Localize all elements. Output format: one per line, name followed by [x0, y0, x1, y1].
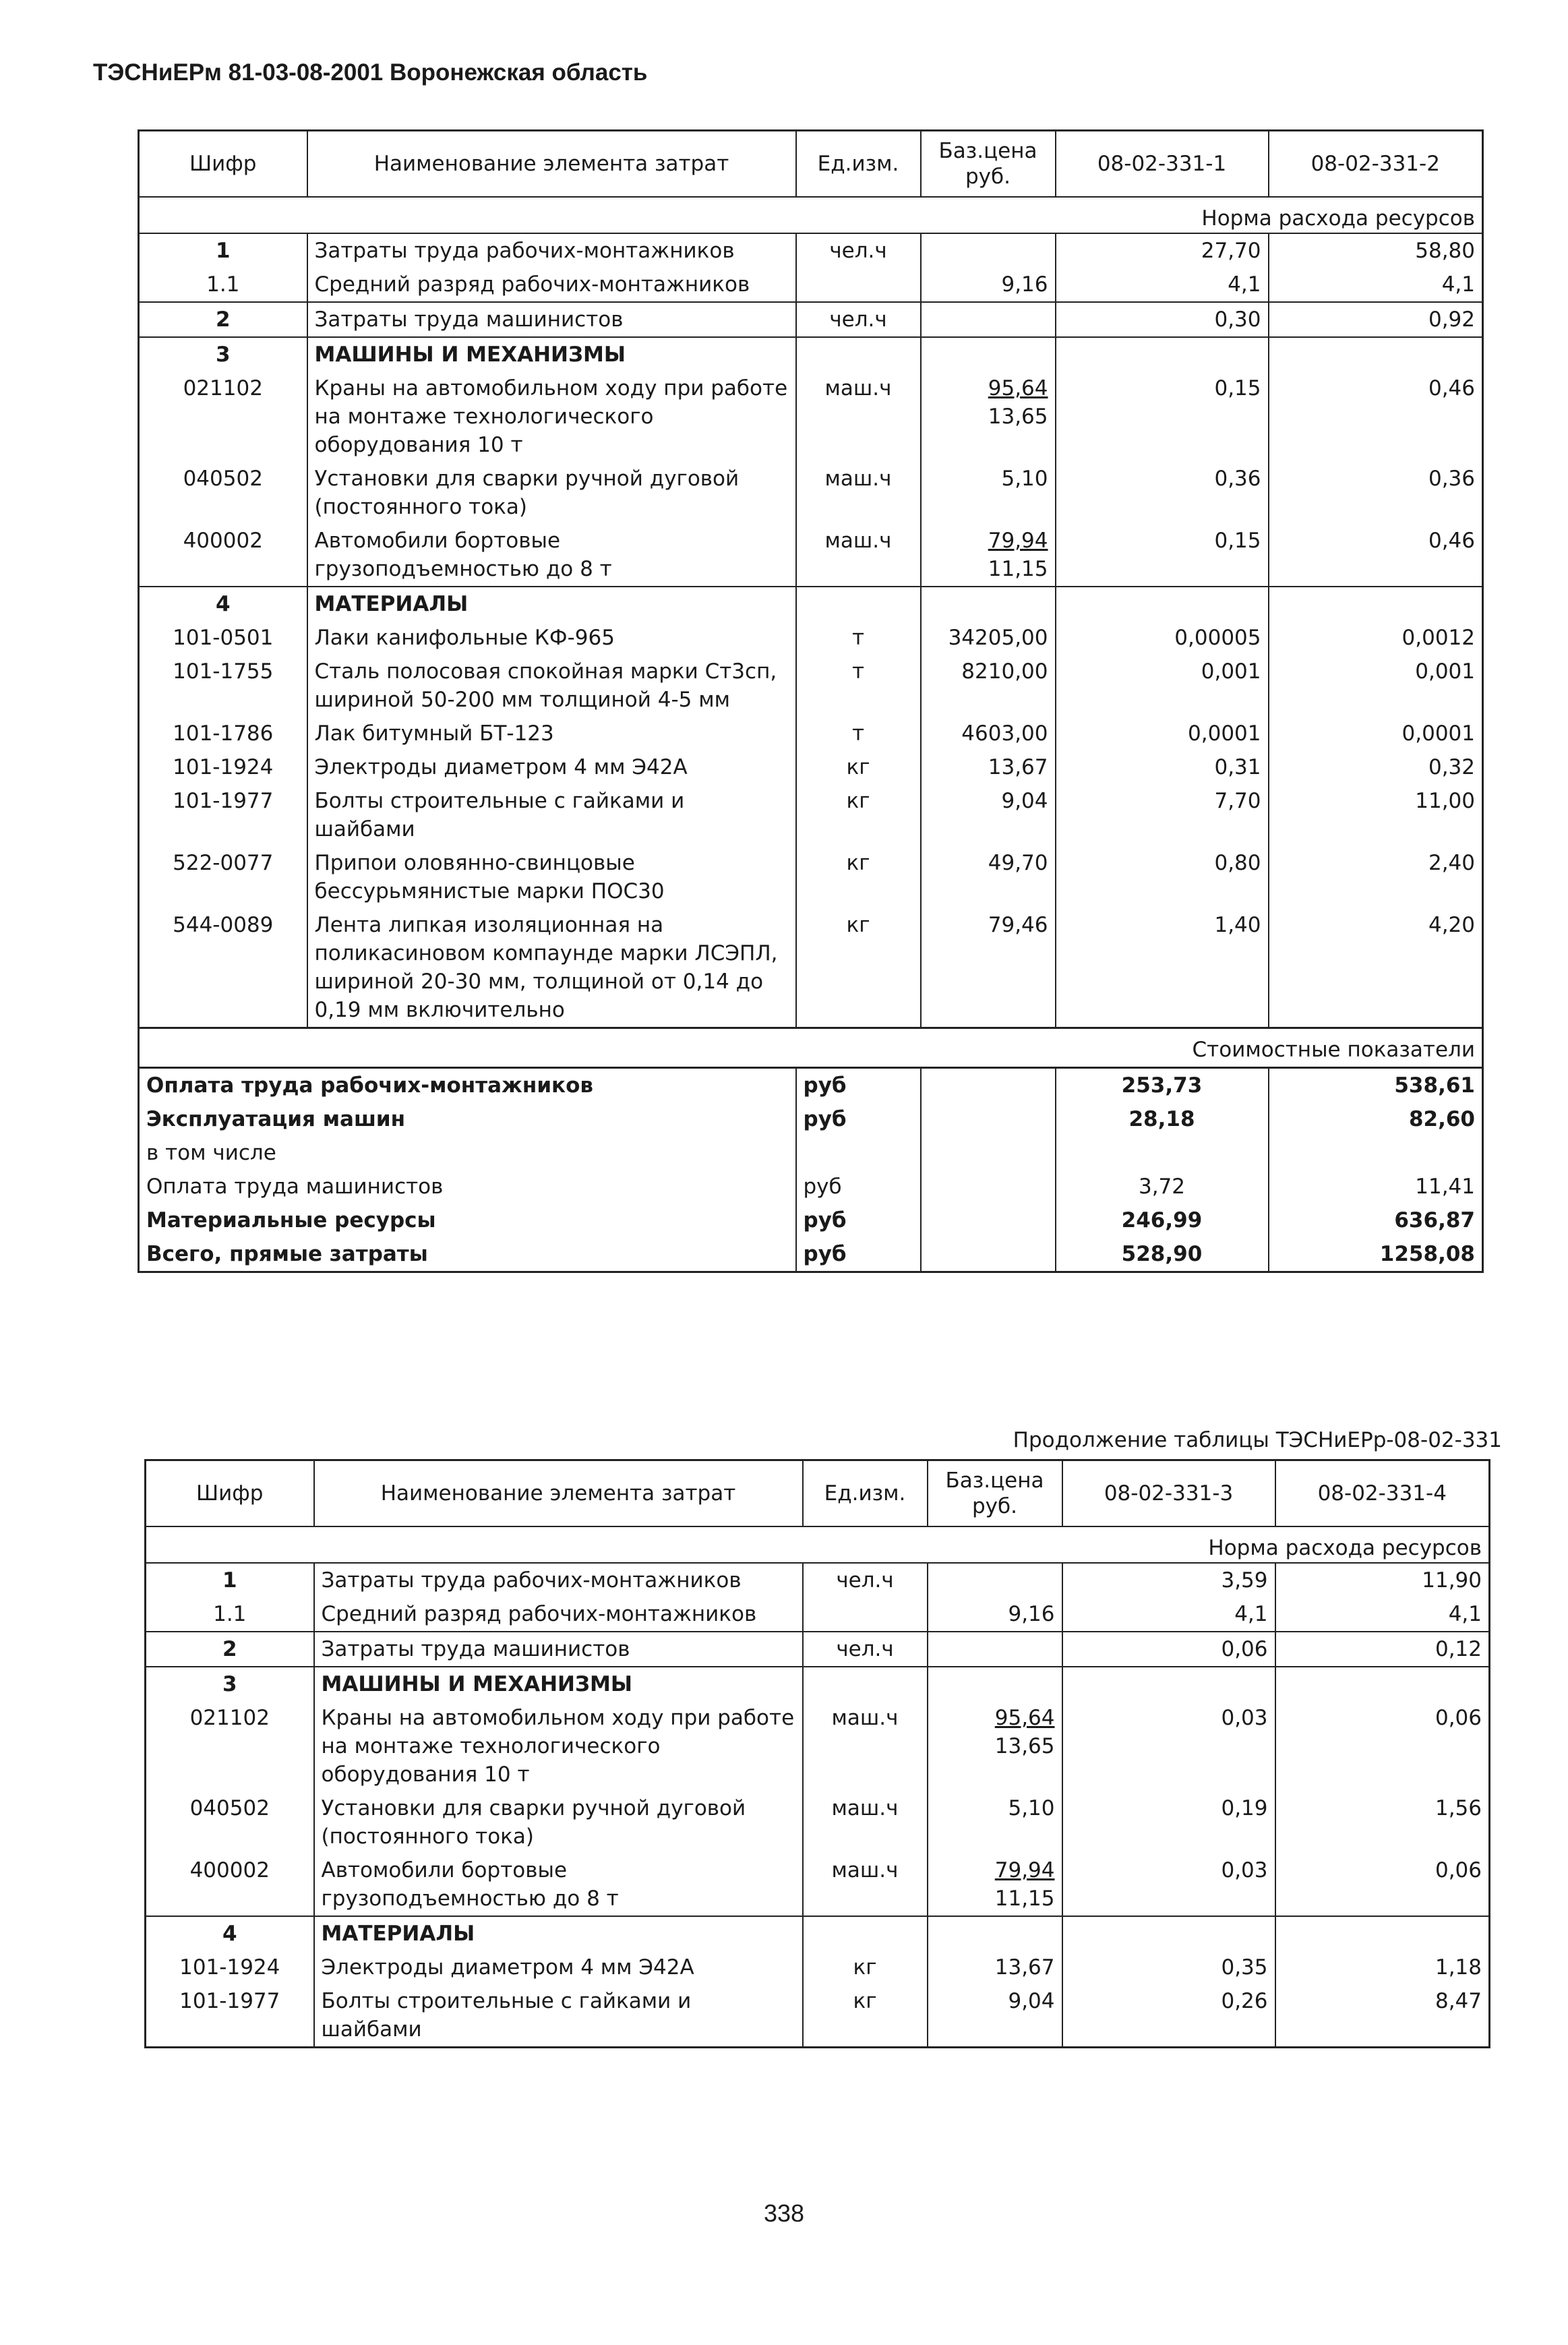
cost-row: [139, 1136, 1483, 1170]
row-price-main: 34205,00: [948, 626, 1048, 650]
row-unit: маш.ч: [796, 524, 921, 587]
row-code: 1: [139, 233, 307, 268]
norm-heading: Норма расхода ресурсов: [139, 197, 1483, 233]
row-price: [921, 621, 1056, 655]
row-price: [921, 846, 1056, 908]
cost-row: [139, 1237, 1483, 1272]
header-unit: Ед.изм.: [796, 131, 921, 198]
row-unit: маш.ч: [796, 372, 921, 462]
row-code: 101-1977: [139, 784, 307, 846]
row-value-1: 0,31: [1056, 750, 1269, 784]
cost-label: Всего, прямые затраты: [139, 1237, 796, 1272]
cost-price-empty: [921, 1170, 1056, 1204]
row-code: 544-0089: [139, 908, 307, 1028]
norm-heading: Норма расхода ресурсов: [146, 1526, 1490, 1563]
row-price: [928, 1667, 1062, 1701]
row-code: 040502: [139, 462, 307, 524]
row-unit: маш.ч: [803, 1791, 928, 1853]
table-row: [146, 1632, 1490, 1667]
section-row: [139, 337, 1483, 372]
cost-label: Оплата труда рабочих-монтажников: [139, 1068, 796, 1103]
cost-value-1: 246,99: [1056, 1204, 1269, 1237]
row-value-1: 0,19: [1062, 1791, 1275, 1853]
row-name: Болты строительные с гайками и шайбами: [314, 1984, 803, 2048]
table-row: [139, 524, 1483, 587]
table-row: [146, 1563, 1490, 1597]
cost-value-2: 636,87: [1394, 1208, 1475, 1233]
row-unit: кг: [803, 1951, 928, 1984]
row-name: Лак битумный БТ-123: [307, 717, 796, 750]
table-body: [139, 197, 1483, 1028]
row-unit: [803, 1667, 928, 1701]
row-code: 4: [139, 587, 307, 621]
row-price: [921, 233, 1056, 268]
row-code: 101-1786: [139, 717, 307, 750]
table-row: [146, 1701, 1490, 1791]
row-price-main: 79,94: [994, 1858, 1055, 1882]
row-value-1: 0,80: [1056, 846, 1269, 908]
table-row: [146, 1597, 1490, 1632]
table-row: [139, 750, 1483, 784]
header-unit: Ед.изм.: [803, 1460, 928, 1527]
row-value-2: 11,00: [1415, 789, 1475, 813]
row-value-1: 3,59: [1062, 1563, 1275, 1597]
header-code-3: 08-02-331-3: [1062, 1460, 1275, 1527]
row-value-2: 11,90: [1422, 1568, 1482, 1593]
row-value-1: 0,26: [1062, 1984, 1275, 2048]
row-value-1: 0,35: [1062, 1951, 1275, 1984]
row-value-1: 0,15: [1056, 372, 1269, 462]
row-value-2: 0,36: [1428, 467, 1475, 491]
row-value-2: 4,1: [1441, 272, 1475, 297]
header-code-4: 08-02-331-4: [1275, 1460, 1490, 1527]
cost-unit: [796, 1136, 921, 1170]
row-price-sub: 13,65: [994, 1734, 1055, 1758]
row-code: 1.1: [146, 1597, 314, 1632]
row-unit: маш.ч: [803, 1853, 928, 1916]
row-name: Автомобили бортовые грузоподъемностью до 8 т: [314, 1853, 803, 1916]
row-unit: кг: [796, 846, 921, 908]
row-name: Средний разряд рабочих-монтажников: [307, 268, 796, 302]
row-price: [921, 587, 1056, 621]
row-value-1: 0,0001: [1056, 717, 1269, 750]
section-row: [146, 1916, 1490, 1951]
row-price: [928, 1853, 1062, 1916]
row-value-1: 0,30: [1056, 302, 1269, 337]
row-price: [928, 1916, 1062, 1951]
cost-label: в том числе: [139, 1136, 796, 1170]
row-value-1: 27,70: [1056, 233, 1269, 268]
row-price-sub: 11,15: [994, 1887, 1055, 1911]
row-value-1: 0,00005: [1056, 621, 1269, 655]
header-code-1: 08-02-331-1: [1056, 131, 1269, 198]
row-price-main: 9,16: [1008, 1602, 1055, 1626]
row-name: Болты строительные с гайками и шайбами: [307, 784, 796, 846]
row-unit: кг: [803, 1984, 928, 2048]
row-price: [928, 1791, 1062, 1853]
row-name: Затраты труда машинистов: [314, 1632, 803, 1667]
cost-price-empty: [921, 1204, 1056, 1237]
row-price-sub: 13,65: [988, 405, 1048, 429]
table-row: [146, 1951, 1490, 1984]
row-unit: чел.ч: [803, 1563, 928, 1597]
row-price-sub: 11,15: [988, 557, 1048, 581]
cost-label: Эксплуатация машин: [139, 1102, 796, 1136]
row-name: Краны на автомобильном ходу при работе на монтаже технологического оборудования 10 т: [307, 372, 796, 462]
row-unit: кг: [796, 784, 921, 846]
header-name: Наименование элемента затрат: [307, 131, 796, 198]
row-price: [921, 750, 1056, 784]
cost-price-empty: [921, 1237, 1056, 1272]
row-name: Затраты труда рабочих-монтажников: [314, 1563, 803, 1597]
cost-price-empty: [921, 1068, 1056, 1103]
row-value-1: 1,40: [1056, 908, 1269, 1028]
row-value-2: [1269, 337, 1483, 372]
cost-body: [139, 1028, 1483, 1272]
row-value-1: 0,03: [1062, 1853, 1275, 1916]
row-value-2: 0,92: [1269, 302, 1483, 337]
row-name: МАШИНЫ И МЕХАНИЗМЫ: [307, 337, 796, 372]
cost-value-2: 538,61: [1269, 1068, 1483, 1103]
table-row: [139, 268, 1483, 302]
row-name: Электроды диаметром 4 мм Э42А: [307, 750, 796, 784]
row-value-2: 0,06: [1435, 1858, 1482, 1882]
row-unit: маш.ч: [796, 462, 921, 524]
row-value-2: 4,20: [1428, 913, 1475, 937]
row-name: МАТЕРИАЛЫ: [314, 1916, 803, 1951]
row-unit: т: [796, 655, 921, 717]
cost-price-empty: [921, 1102, 1056, 1136]
row-name: Установки для сварки ручной дуговой (постоянного тока): [307, 462, 796, 524]
document-header: ТЭСНиЕРм 81-03-08-2001 Воронежская область: [93, 59, 648, 86]
cost-value-1: 28,18: [1056, 1102, 1269, 1136]
header-code-2: 08-02-331-2: [1269, 131, 1483, 198]
cost-price-empty: [921, 1136, 1056, 1170]
cost-row: [139, 1068, 1483, 1103]
row-price-main: 5,10: [1001, 467, 1048, 491]
row-code: 3: [146, 1667, 314, 1701]
row-price-main: 5,10: [1008, 1796, 1055, 1820]
row-value-1: 0,06: [1062, 1632, 1275, 1667]
row-value-1: [1062, 1667, 1275, 1701]
norm-heading-row: [139, 197, 1483, 233]
row-price: [928, 1563, 1062, 1597]
row-unit: чел.ч: [803, 1632, 928, 1667]
row-unit: маш.ч: [803, 1701, 928, 1791]
row-price-main: 13,67: [994, 1955, 1055, 1980]
row-name: Сталь полосовая спокойная марки Ст3сп, шириной 50-200 мм толщиной 4-5 мм: [307, 655, 796, 717]
cost-unit: руб: [796, 1237, 921, 1272]
row-code: 101-1755: [139, 655, 307, 717]
header-price: Баз.цена руб.: [928, 1460, 1062, 1527]
row-unit: т: [796, 621, 921, 655]
row-unit: [796, 337, 921, 372]
row-price: [928, 1951, 1062, 1984]
row-value-2: 8,47: [1435, 1989, 1482, 2013]
header-code: Шифр: [146, 1460, 314, 1527]
cost-label: Материальные ресурсы: [139, 1204, 796, 1237]
row-unit: [803, 1597, 928, 1632]
row-name: МАШИНЫ И МЕХАНИЗМЫ: [314, 1667, 803, 1701]
row-value-1: 0,001: [1056, 655, 1269, 717]
row-value-2: 0,0001: [1401, 721, 1475, 746]
header-name: Наименование элемента затрат: [314, 1460, 803, 1527]
resource-norm-table-1: [138, 129, 1484, 1273]
row-price-main: 4603,00: [961, 721, 1048, 746]
row-code: 101-1924: [146, 1951, 314, 1984]
cost-unit: руб: [796, 1102, 921, 1136]
row-price: [921, 784, 1056, 846]
row-unit: чел.ч: [796, 302, 921, 337]
row-unit: [803, 1916, 928, 1951]
row-price-main: 9,04: [1001, 789, 1048, 813]
row-name: Средний разряд рабочих-монтажников: [314, 1597, 803, 1632]
cost-value-2: 11,41: [1415, 1175, 1475, 1199]
row-price: [921, 268, 1056, 302]
row-value-1: [1056, 337, 1269, 372]
section-row: [139, 587, 1483, 621]
row-price-main: 95,64: [988, 376, 1048, 400]
row-price: [928, 1597, 1062, 1632]
row-value-2: [1275, 1667, 1490, 1701]
page-number: 338: [763, 2199, 805, 2227]
row-price: [921, 524, 1056, 587]
row-code: 522-0077: [139, 846, 307, 908]
row-name: Установки для сварки ручной дуговой (постоянного тока): [314, 1791, 803, 1853]
cost-unit: руб: [796, 1068, 921, 1103]
cost-value-2: [1269, 1136, 1483, 1170]
row-value-2: 0,12: [1275, 1632, 1490, 1667]
cost-row: [139, 1102, 1483, 1136]
row-name: Лента липкая изоляционная на поликасиновом компаунде марки ЛСЭПЛ, шириной 20-30 мм, толщиной от 0,14 до 0,19 мм включительно: [307, 908, 796, 1028]
row-value-1: 4,1: [1056, 268, 1269, 302]
row-price-main: 8210,00: [961, 659, 1048, 684]
row-unit: кг: [796, 750, 921, 784]
row-price-main: 13,67: [988, 755, 1048, 779]
row-price: [921, 655, 1056, 717]
row-value-2: [1275, 1916, 1490, 1951]
table-row: [139, 233, 1483, 268]
row-value-2: 0,46: [1428, 376, 1475, 400]
cost-value-1: 3,72: [1056, 1170, 1269, 1204]
table-body: [146, 1526, 1490, 2048]
row-price-main: 9,04: [1008, 1989, 1055, 2013]
row-value-1: [1062, 1916, 1275, 1951]
table-continuation-note: Продолжение таблицы ТЭСНиЕРр-08-02-331: [1013, 1428, 1502, 1452]
row-code: 3: [139, 337, 307, 372]
row-code: 021102: [139, 372, 307, 462]
table-row: [139, 846, 1483, 908]
cost-unit: руб: [796, 1204, 921, 1237]
row-name: Электроды диаметром 4 мм Э42А: [314, 1951, 803, 1984]
row-code: 4: [146, 1916, 314, 1951]
row-price: [921, 717, 1056, 750]
cost-value-2: 82,60: [1408, 1107, 1475, 1131]
row-value-1: 7,70: [1056, 784, 1269, 846]
row-value-2: 0,32: [1428, 755, 1475, 779]
cost-row: [139, 1170, 1483, 1204]
row-price: [921, 337, 1056, 372]
row-code: 101-0501: [139, 621, 307, 655]
cost-value-1: 253,73: [1056, 1068, 1269, 1103]
row-value-2: 0,0012: [1401, 626, 1475, 650]
row-name: Лаки канифольные КФ-965: [307, 621, 796, 655]
resource-norm-table-2: [144, 1459, 1490, 2048]
row-code: 101-1924: [139, 750, 307, 784]
table-row: [139, 621, 1483, 655]
row-code: 400002: [146, 1853, 314, 1916]
row-name: Затраты труда рабочих-монтажников: [307, 233, 796, 268]
header-price: Баз.цена руб.: [921, 131, 1056, 198]
table-header-row: [139, 131, 1483, 198]
row-value-2: 2,40: [1428, 851, 1475, 875]
row-code: 2: [146, 1632, 314, 1667]
row-value-1: 0,03: [1062, 1701, 1275, 1791]
row-value-1: 0,15: [1056, 524, 1269, 587]
table-row: [139, 784, 1483, 846]
row-value-2: [1269, 587, 1483, 621]
row-value-1: 0,36: [1056, 462, 1269, 524]
row-value-1: 4,1: [1062, 1597, 1275, 1632]
cost-heading: Стоимостные показатели: [139, 1028, 1483, 1068]
row-price: [928, 1701, 1062, 1791]
row-price-main: 49,70: [988, 851, 1048, 875]
cost-unit: руб: [796, 1170, 921, 1204]
row-price: [921, 462, 1056, 524]
cost-row: [139, 1204, 1483, 1237]
row-code: 101-1977: [146, 1984, 314, 2048]
row-unit: чел.ч: [796, 233, 921, 268]
row-name: МАТЕРИАЛЫ: [307, 587, 796, 621]
row-unit: т: [796, 717, 921, 750]
table-row: [139, 462, 1483, 524]
row-value-2: 0,06: [1435, 1706, 1482, 1730]
row-name: Автомобили бортовые грузоподъемностью до 8 т: [307, 524, 796, 587]
table-row: [139, 372, 1483, 462]
table-header-row: [146, 1460, 1490, 1527]
row-code: 400002: [139, 524, 307, 587]
norm-heading-row: [146, 1526, 1490, 1563]
row-code: 040502: [146, 1791, 314, 1853]
table-row: [146, 1791, 1490, 1853]
row-name: Припои оловянно-свинцовые бессурьмянистые марки ПОС30: [307, 846, 796, 908]
row-price-main: 95,64: [994, 1706, 1055, 1730]
row-value-2: 0,46: [1428, 529, 1475, 553]
row-unit: [796, 268, 921, 302]
row-price: [928, 1632, 1062, 1667]
section-row: [146, 1667, 1490, 1701]
table-row: [139, 908, 1483, 1028]
row-value-1: [1056, 587, 1269, 621]
table-row: [146, 1853, 1490, 1916]
row-name: Затраты труда машинистов: [307, 302, 796, 337]
row-price: [921, 302, 1056, 337]
row-value-2: 0,001: [1415, 659, 1475, 684]
cost-value-2: 1258,08: [1379, 1242, 1475, 1266]
row-code: 1.1: [139, 268, 307, 302]
cost-heading-row: [139, 1028, 1483, 1068]
table-row: [146, 1984, 1490, 2048]
row-price: [921, 372, 1056, 462]
cost-value-1: 528,90: [1056, 1237, 1269, 1272]
row-price: [921, 908, 1056, 1028]
table-row: [139, 302, 1483, 337]
row-value-2: 58,80: [1415, 239, 1475, 263]
row-price-main: 9,16: [1001, 272, 1048, 297]
row-value-2: 4,1: [1448, 1602, 1482, 1626]
row-name: Краны на автомобильном ходу при работе на монтаже технологического оборудования 10 т: [314, 1701, 803, 1791]
row-value-2: 1,18: [1435, 1955, 1482, 1980]
header-code: Шифр: [139, 131, 307, 198]
row-value-2: 1,56: [1435, 1796, 1482, 1820]
row-unit: [796, 587, 921, 621]
table-row: [139, 717, 1483, 750]
cost-value-1: [1056, 1136, 1269, 1170]
row-code: 1: [146, 1563, 314, 1597]
cost-label: Оплата труда машинистов: [139, 1170, 796, 1204]
row-price-main: 79,46: [988, 913, 1048, 937]
row-price: [928, 1984, 1062, 2048]
row-price-main: 79,94: [988, 529, 1048, 553]
row-code: 021102: [146, 1701, 314, 1791]
row-code: 2: [139, 302, 307, 337]
row-unit: кг: [796, 908, 921, 1028]
table-row: [139, 655, 1483, 717]
